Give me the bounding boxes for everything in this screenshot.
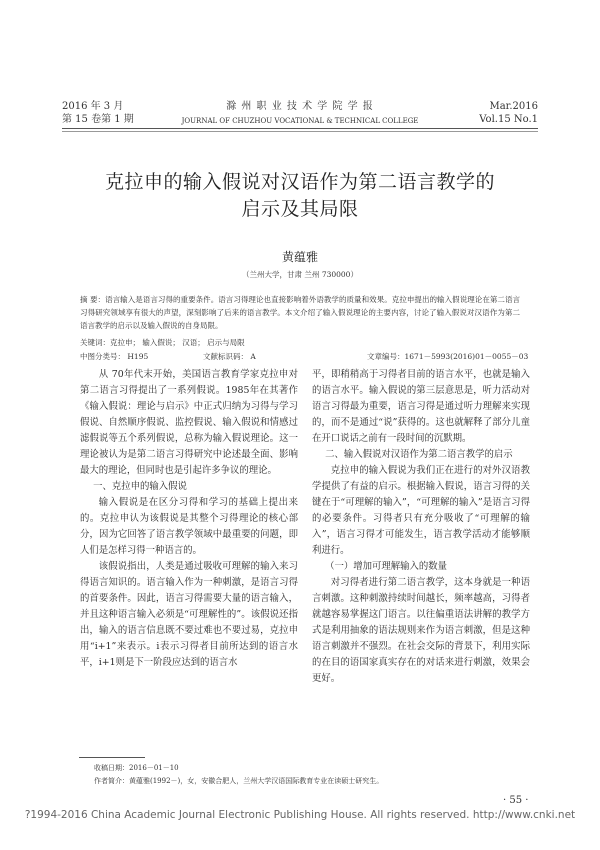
abstract-label: 摘 要： — [80, 295, 106, 304]
keywords-label: 关键词： — [80, 338, 110, 347]
header-volume: 第 15 卷第 1 期 — [62, 114, 134, 125]
paragraph: 克拉申的输入假说为我们正在进行的对外汉语教学提供了有益的启示。根据输入假说，语言习得的关键在于“可理解的输入”，“可理解的输入”是语言习得的必要条件。习得者只有充分吸收了“可理解的输入”，语言习得才可能发生，语言教学活动才能够顺利进行。 — [312, 465, 530, 556]
keywords — [80, 337, 520, 348]
author-bio: 作者简介：黄蕴雅(1992－)，女，安徽合肥人，兰州大学汉语国际教育专业在读硕士研究生。 — [94, 777, 384, 785]
paragraph: 从 70年代末开始，美国语言教育学家克拉申对第二语言习得提出了一系列假说。1985年在其著作《输入假说：理论与启示》中正式归纳为习得与学习假说、自然顺序假说、监控假说、输入假说和情感过滤假说等五个系列假说，总称为输入假说理论。这一理论被认为是第二语言习得研究中论述最全面、影响最大的理论，但同时也是引起许多争议的理论。 — [80, 369, 298, 476]
body-left-column — [80, 367, 298, 671]
paragraph: 平，即稍稍高于习得者目前的语言水平，也就是输入的语言水平。输入假说的第三层意思是，听力活动对语言习得最为重要，语言习得是通过听力理解来实现的，而不是通过“说”获得的。这也就解释了部分儿童在开口说话之前有一段时间的沉默期。 — [312, 369, 530, 444]
page-number: · 55 · — [503, 795, 529, 806]
received-date: 收稿日期：2016－01－10 — [94, 764, 179, 772]
document-code: 文献标识码： A — [203, 352, 256, 361]
abstract — [80, 293, 520, 332]
abstract-text: 语言输入是语言习得的重要条件。语言习得理论也直接影响着外语教学的质量和效果。克拉申提出的输入假说理论在第二语言习得研究领域享有很大的声望，深刻影响了后来的语言教学。本文介绍了输入假说理论的主要内容，讨论了输入假说对汉语作为第二语言教学的启示以及输入假说的自身局限。 — [80, 295, 521, 330]
copyright-notice: ?1994-2016 China Academic Journal Electronic Publishing House. All rights reserved. http://www.cnki.net — [24, 809, 576, 821]
header-rule — [62, 128, 538, 129]
section-heading: 一、克拉申的输入假说 — [93, 481, 187, 492]
footnote-rule — [79, 757, 145, 758]
journal-name-en: JOURNAL OF CHUZHOU VOCATIONAL & TECHNICAL COLLEGE — [181, 117, 419, 125]
paragraph: 对习得者进行第二语言教学，这本身就是一种语言刺激。这种刺激持续时间越长，频率越高，习得者就越容易掌握这门语言。以往偏重语法讲解的教学方式是利用抽象的语法规则来作为语言刺激，但是这种语言刺激并不强烈。在社会交际的背景下，利用实际的在目的语国家真实存在的对话来进行刺激，效果会更好。 — [312, 577, 530, 684]
subsection-heading: （一）增加可理解输入的数量 — [325, 561, 448, 572]
header-date: 2016 年 3 月 — [62, 101, 124, 112]
affiliation: （兰州大学，甘肃 兰州 730000） — [242, 270, 358, 279]
journal-name-cn: 滁 州 职 业 技 术 学 院 学 报 — [226, 101, 374, 112]
clc-number: 中图分类号： H195 — [80, 352, 149, 361]
body-right-column — [312, 367, 530, 687]
paragraph: 输入假说是在区分习得和学习的基础上提出来的。克拉申认为该假说是其整个习得理论的核心部分，因为它回答了语言教学领域中最重要的问题，即人们是怎样习得一种语言的。 — [80, 497, 298, 556]
header-volume-en: Vol.15 No.1 — [479, 114, 538, 125]
section-heading: 二、输入假说对汉语作为第二语言教学的启示 — [325, 449, 513, 460]
header-date-en: Mar.2016 — [489, 101, 538, 112]
article-number: 文章编号：1671－5993(2016)01－0055－03 — [367, 352, 529, 361]
paragraph: 该假说指出，人类是通过吸收可理解的输入来习得语言知识的。语言输入作为一种刺激，是语言习得的首要条件。因此，语言习得需要大量的语言输入，并且这种语言输入必须是“可理解性的”。该假说还指出，输入的语言信息既不要过难也不要过易，克拉申用“i+1”来表示。i表示习得者目前所达到的语言水平，i+1则是下一阶段应达到的语言水 — [80, 561, 298, 668]
keywords-text: 克拉申； 输入假说； 汉语； 启示与局限 — [110, 338, 245, 347]
author: 黄蕴雅 — [281, 250, 318, 264]
header-rule-thin — [62, 131, 538, 132]
title-line-2: 启示及其局限 — [241, 198, 359, 220]
title-line-1: 克拉申的输入假说对汉语作为第二语言教学的 — [104, 171, 495, 193]
